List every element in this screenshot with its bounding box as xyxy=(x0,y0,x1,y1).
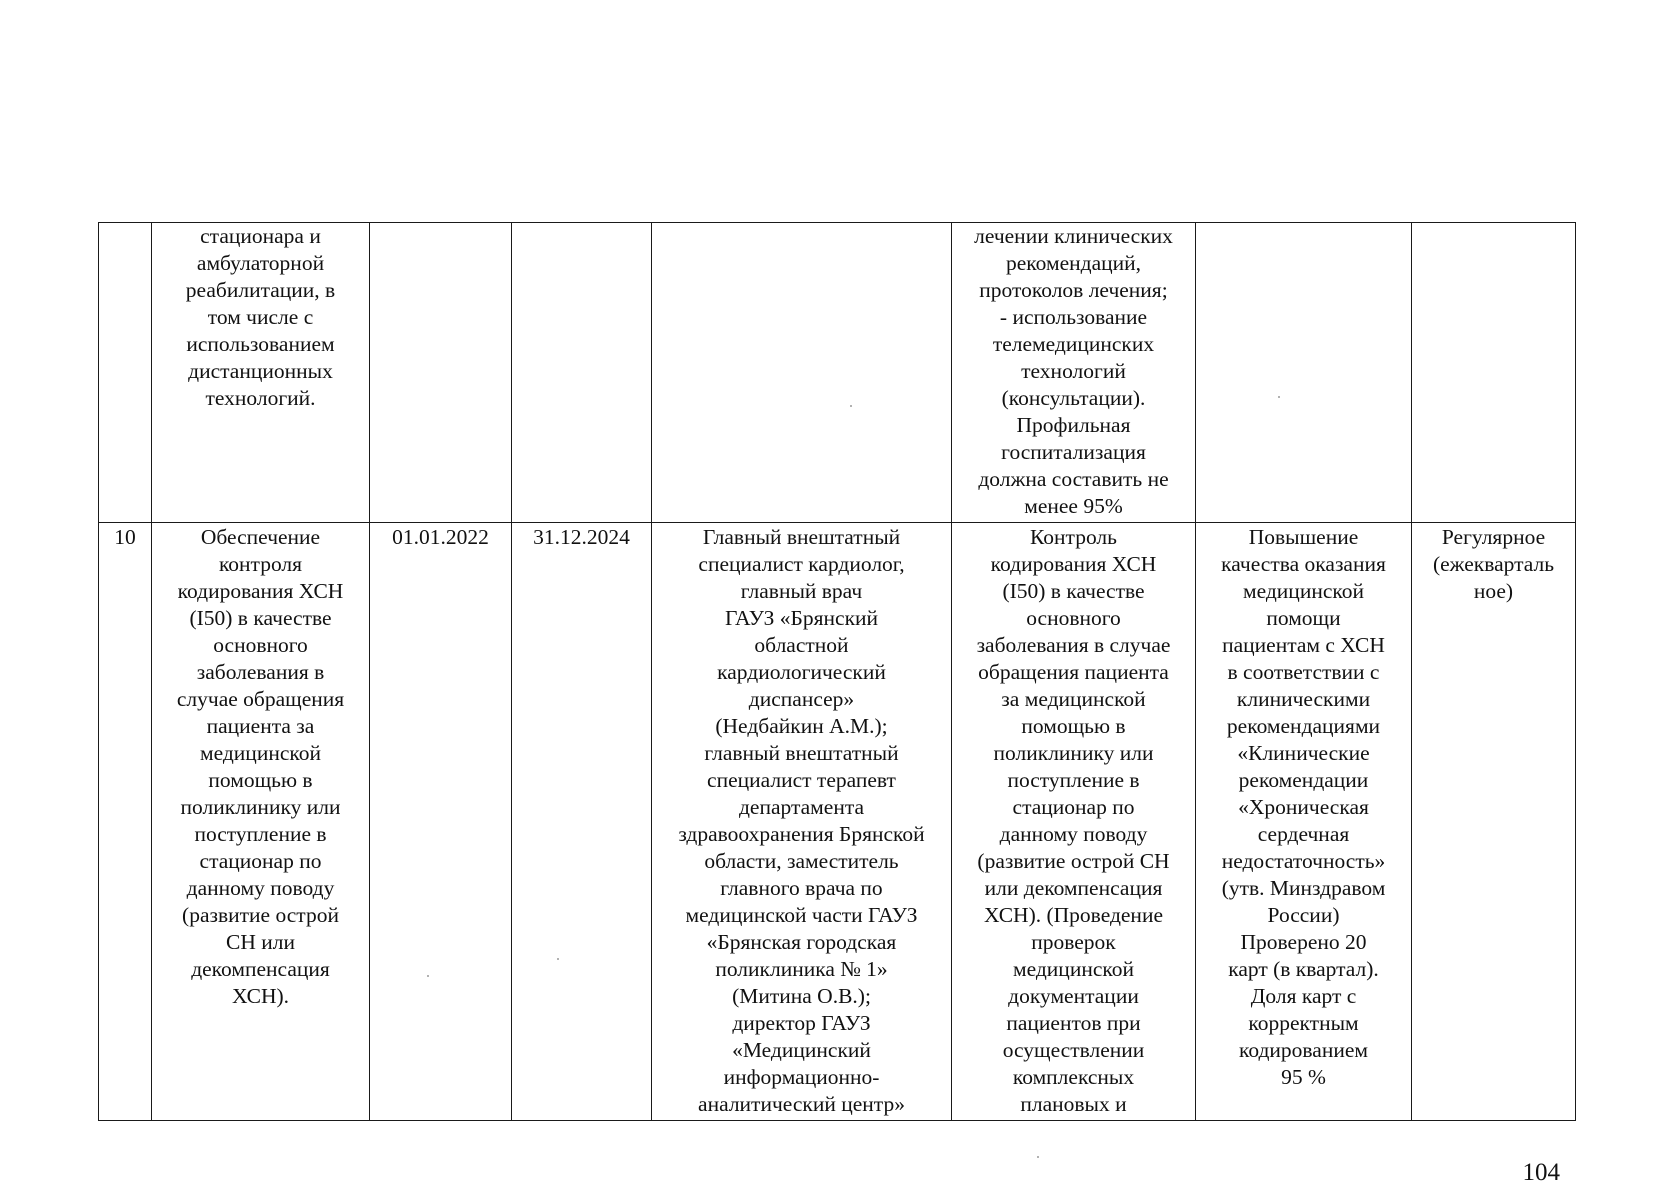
cell-number: 10 xyxy=(99,523,152,1121)
cell-control: Регулярное (ежекварталь ное) xyxy=(1412,523,1576,1121)
page-number: 104 xyxy=(1522,1159,1560,1186)
cell-responsible xyxy=(652,223,952,523)
cell-characteristic: Контроль кодирования ХСН (I50) в качестве основного заболевания в случае обращения пациента за медицинской помощью в поликлинику или поступление в стационар по данному поводу (развитие острой СН или декомпенсация ХСН). (Проведение проверок медицинской документации пациентов при осуществлении комплексных плановых и xyxy=(952,523,1196,1121)
cell-start-date: 01.01.2022 xyxy=(370,523,512,1121)
table-row-10 xyxy=(99,523,1576,1121)
cell-characteristic: лечении клинических рекомендаций, протоколов лечения; - использование телемедицинских технологий (консультации). Профильная госпитализация должна составить не менее 95% xyxy=(952,223,1196,523)
scan-speck xyxy=(557,958,559,960)
cell-task: стационара и амбулаторной реабилитации, в том числе с использованием дистанционных технологий. xyxy=(152,223,370,523)
cell-task: Обеспечение контроля кодирования ХСН (I50) в качестве основного заболевания в случае обращения пациента за медицинской помощью в поликлинику или поступление в стационар по данному поводу (развитие острой СН или декомпенсация ХСН). xyxy=(152,523,370,1121)
cell-control xyxy=(1412,223,1576,523)
cell-start-date xyxy=(370,223,512,523)
cell-end-date: 31.12.2024 xyxy=(512,523,652,1121)
cell-result: Повышение качества оказания медицинской помощи пациентам с ХСН в соответствии с клиническими рекомендациями «Клинические рекомендации «Хроническая сердечная недостаточность» (утв. Минздравом России) Проверено 20 карт (в квартал). Доля карт с корректным кодированием 95 % xyxy=(1196,523,1412,1121)
table-row-continuation xyxy=(99,223,1576,523)
scan-speck xyxy=(1037,1156,1039,1158)
scan-speck xyxy=(1278,396,1280,398)
measures-table xyxy=(98,222,1576,1121)
cell-number xyxy=(99,223,152,523)
scan-speck xyxy=(427,975,429,977)
cell-responsible: Главный внештатный специалист кардиолог, главный врач ГАУЗ «Брянский областной кардиологический диспансер» (Недбайкин А.М.); главный внештатный специалист терапевт департамента здравоохранения Брянской области, заместитель главного врача по медицинской части ГАУЗ «Брянская городская поликлиника № 1» (Митина О.В.); директор ГАУЗ «Медицинский информационно- аналитический центр» xyxy=(652,523,952,1121)
cell-result xyxy=(1196,223,1412,523)
cell-end-date xyxy=(512,223,652,523)
scan-speck xyxy=(850,405,852,407)
